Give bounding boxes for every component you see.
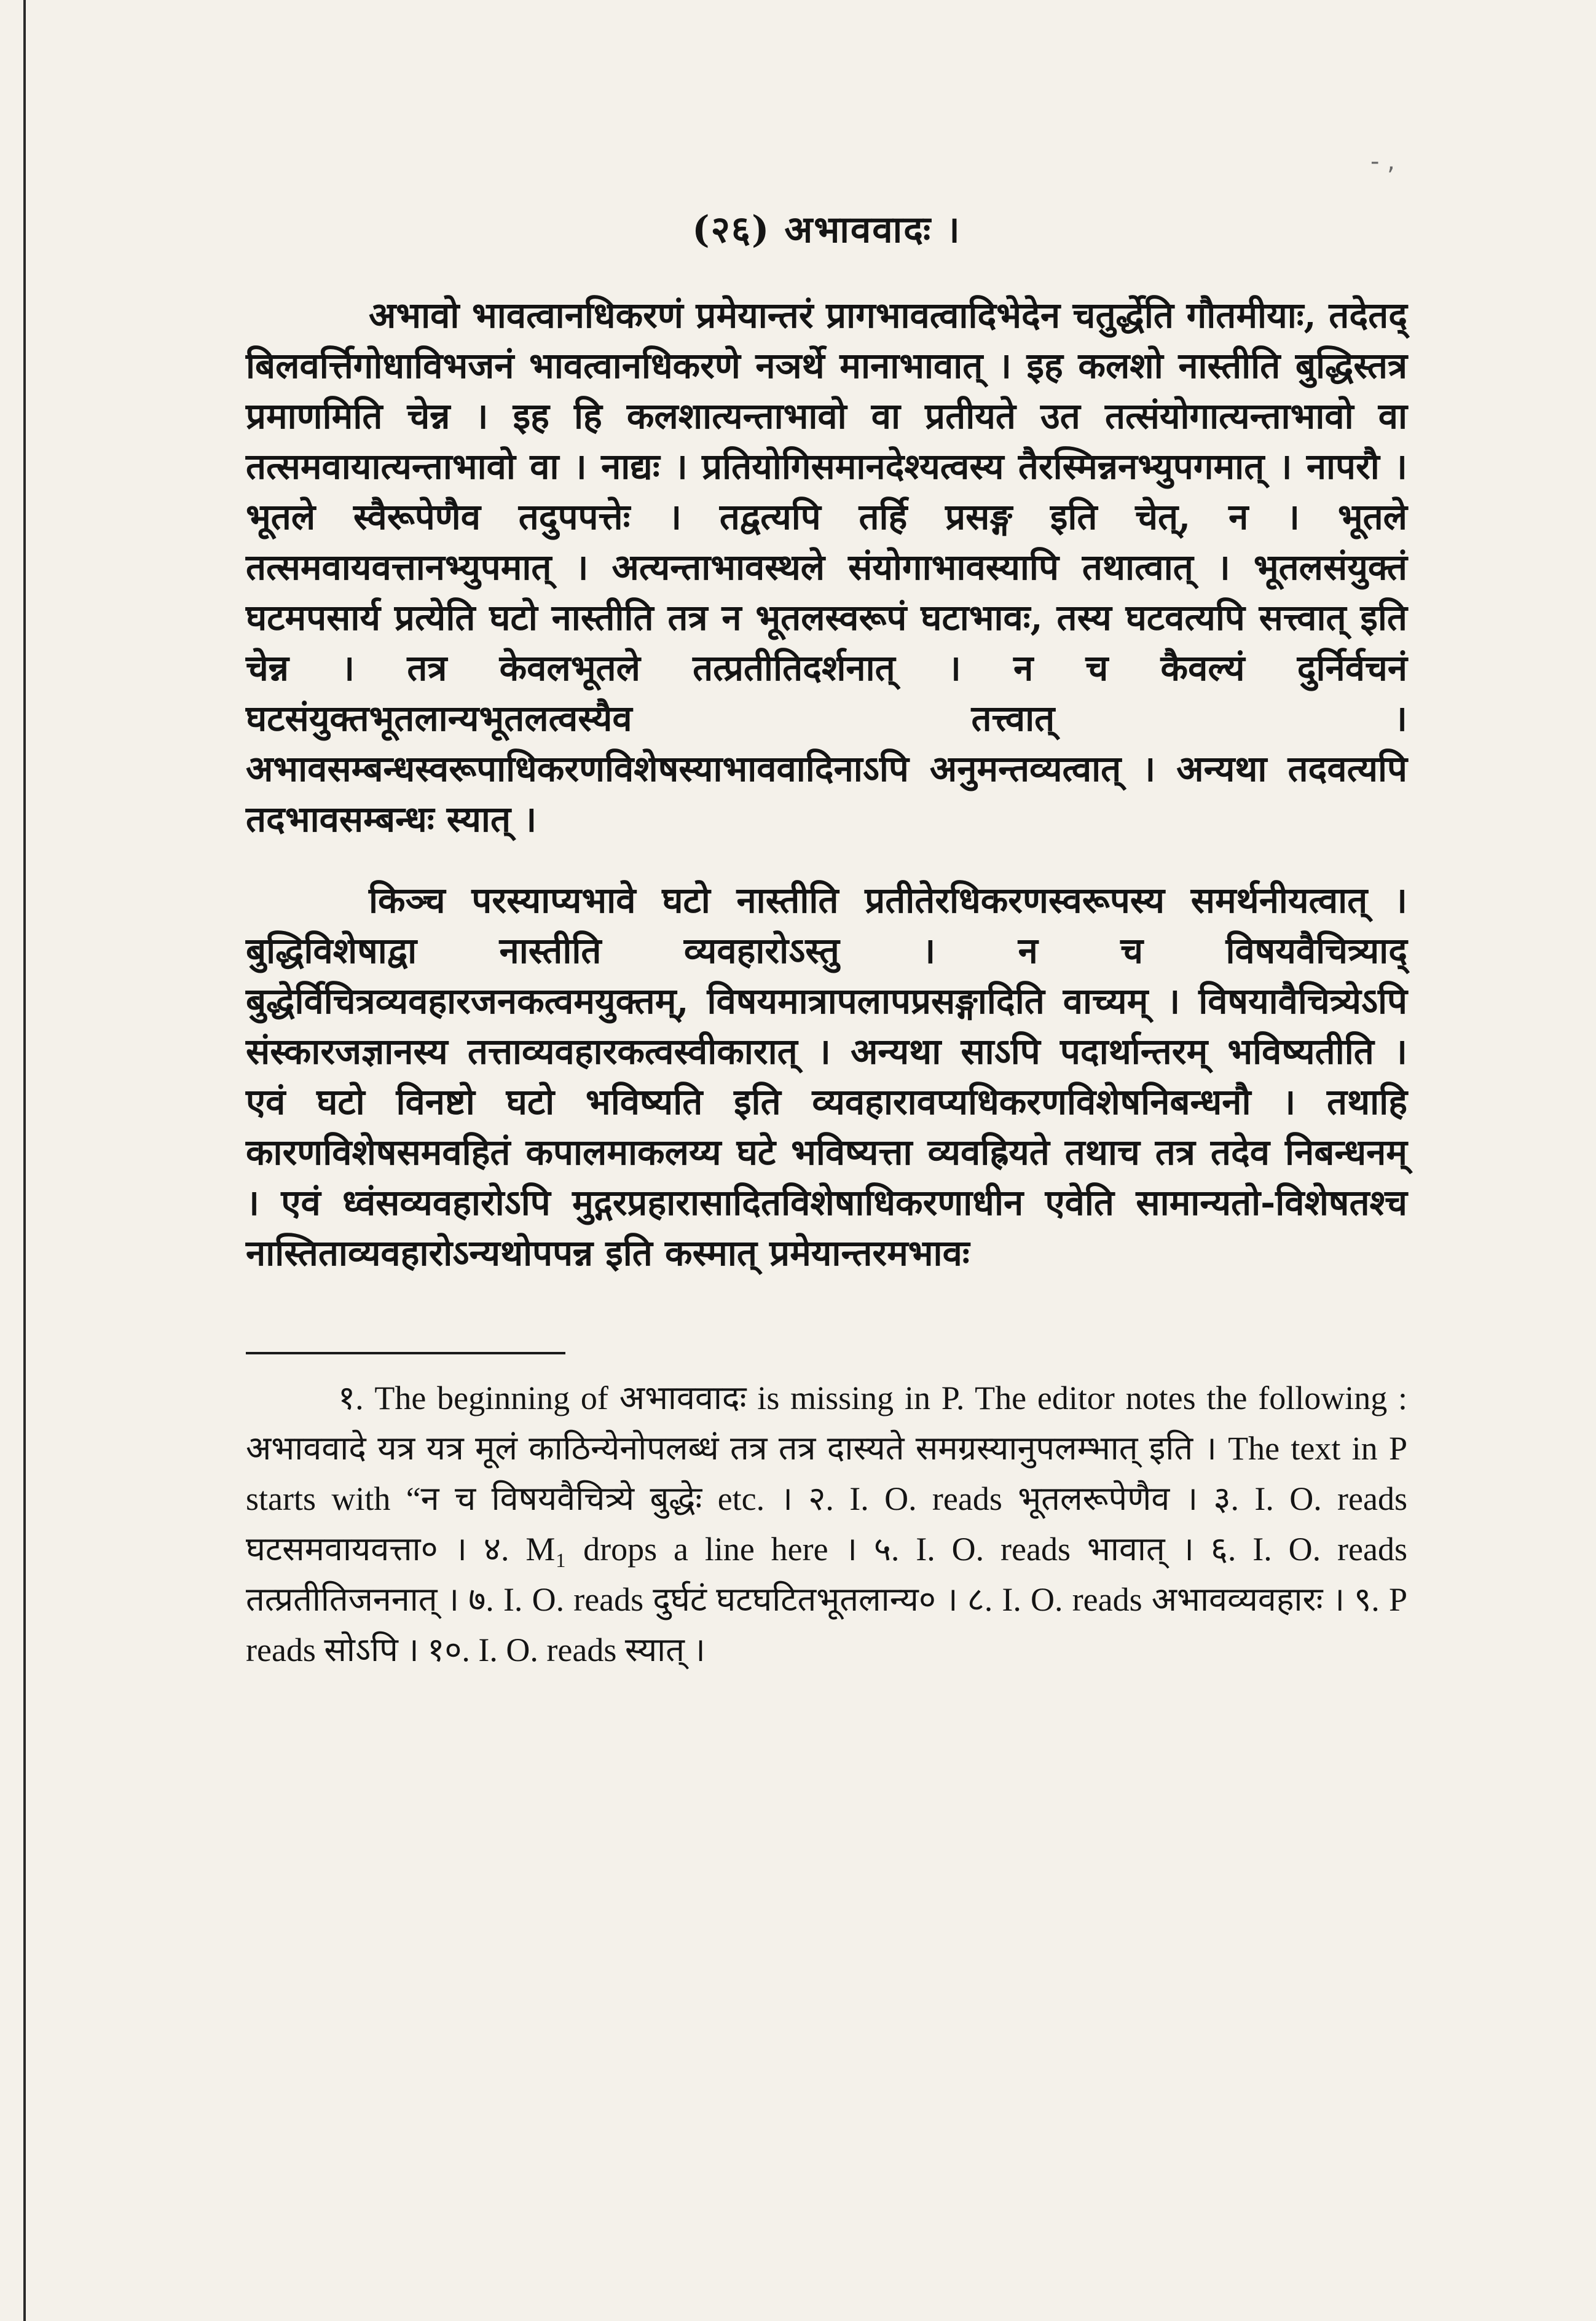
footnotes: १. The beginning of अभाववादः is missing in P. The editor notes the following : अभाववादे यत्र यत्र मूलं काठिन्येनोपलब्धं तत्र तत्र दास्यते समग्रस्यानुपलम्भात् इति । The text in P starts with “न च विषयवैचित्र्ये बुद्धेः etc. । २. I. O. reads भूतलरूपेणैव । ३. I. O. reads घटसमवायवत्ता० । ४. M₁ drops a line here । ५. I. O. reads भावात् । ६. I. O. reads तत्प्रतीतिजननात् । ७. I. O. reads दुर्घटं घटघटितभूतलान्य० । ८. I. O. reads अभावव्यवहारः । ९. P reads सोऽपि । १०. I. O. reads स्यात् । <box>246 1380 1407 1668</box>
section-heading: (२६) अभाववादः । <box>692 208 961 251</box>
stray-mark: - , <box>1370 147 1395 176</box>
paragraph-2: किञ्च परस्याप्यभावे घटो नास्तीति प्रतीतेरधिकरणस्वरूपस्य समर्थनीयत्वात् । बुद्धिविशेषाद्वा नास्तीति व्यवहारोऽस्तु । न च विषयवैचित्र्याद् बुद्धेर्विचित्रव्यवहारजनकत्वमयुक्तम्, विषयमात्रापलापप्रसङ्गादिति वाच्यम् । विषयावैचित्र्येऽपि संस्कारजज्ञानस्य तत्ताव्यवहारकत्वस्वीकारात् । अन्यथा साऽपि पदार्थान्तरम् भविष्यतीति । एवं घटो विनष्टो घटो भविष्यति इति व्यवहारावप्यधिकरणविशेषनिबन्धनौ । तथाहि कारणविशेषसमवहितं कपालमाकलय्य घटे भविष्यत्ता व्यवह्रियते तथाच तत्र तदेव निबन्धनम् । एवं ध्वंसव्यवहारोऽपि मुद्गरप्रहारासादितविशेषाधिकरणाधीन एवेति सामान्यतो-विशेषतश्च नास्तिताव्यवहारोऽन्यथोपपन्न इति कस्मात् प्रमेयान्तरमभावः <box>246 879 1407 1274</box>
binding-edge-line <box>23 0 26 2321</box>
paragraph-1: अभावो भावत्वानधिकरणं प्रमेयान्तरं प्रागभावत्वादिभेदेन चतुर्द्धेति गौतमीयाः, तदेतद् बिलवर्त्तिगोधाविभजनं भावत्वानधिकरणे नञर्थे मानाभावात् । इह कलशो नास्तीति बुद्धिस्तत्र प्रमाणमिति चेन्न । इह हि कलशात्यन्ताभावो वा प्रतीयते उत तत्संयोगात्यन्ताभावो वा तत्समवायात्यन्ताभावो वा । नाद्यः । प्रतियोगिसमानदेश्यत्वस्य तैरस्मिन्ननभ्युपगमात् । नापरौ । भूतले स्वैरूपेणैव तदुपपत्तेः । तद्वत्यपि तर्हि प्रसङ्ग इति चेत्, न । भूतले तत्समवायवत्तानभ्युपमात् । अत्यन्ताभावस्थले संयोगाभावस्यापि तथात्वात् । भूतलसंयुक्तं घटमपसार्य प्रत्येति घटो नास्तीति तत्र न भूतलस्वरूपं घटाभावः, तस्य घटवत्यपि सत्त्वात् इति चेन्न । तत्र केवलभूतले तत्प्रतीतिदर्शनात् । न च कैवल्यं दुर्निर्वचनं घटसंयुक्तभूतलान्यभूतलत्वस्यैव तत्त्वात् । अभावसम्बन्धस्वरूपाधिकरणविशेषस्याभाववादिनाऽपि अनुमन्तव्यत्वात् । अन्यथा तदवत्यपि तदभावसम्बन्धः स्यात् । <box>246 294 1407 840</box>
page-content <box>246 203 1407 1675</box>
footnote-separator <box>246 1352 565 1354</box>
